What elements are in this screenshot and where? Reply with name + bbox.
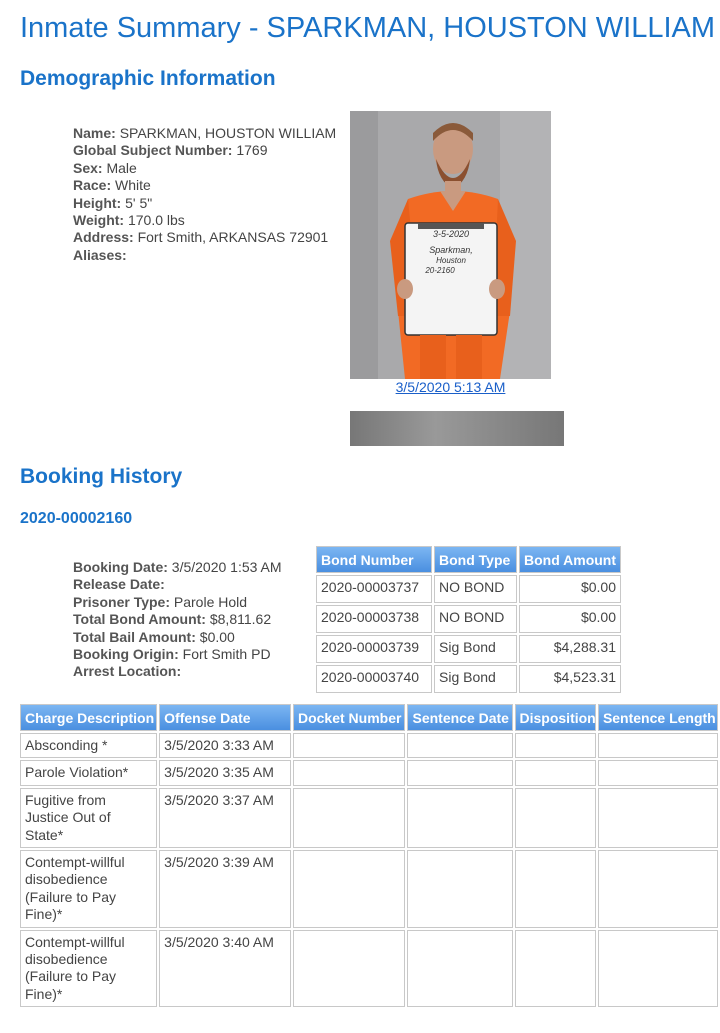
booking-history-heading: Booking History (20, 465, 183, 488)
demographic-field-label: Aliases: (73, 246, 127, 263)
page-title: Inmate Summary - SPARKMAN, HOUSTON WILLIAM (20, 12, 716, 44)
booking-field-label: Booking Date: (73, 559, 168, 575)
demographic-field-value: White (115, 177, 151, 194)
offense-date-cell: 3/5/2020 3:33 AM (159, 733, 291, 758)
charges-table (18, 702, 720, 1009)
demographic-field-label: Height: (73, 194, 122, 211)
demographic-field-row (73, 229, 336, 246)
board-number: 20-2160 (425, 266, 455, 275)
bond-number-cell: 2020-00003737 (316, 575, 432, 603)
bond-row (316, 635, 621, 663)
bond-type-cell: NO BOND (434, 605, 517, 633)
photo-date-link[interactable]: 3/5/2020 5:13 AM (395, 379, 506, 395)
docket-number-cell (293, 850, 406, 928)
bond-row (316, 575, 621, 603)
charge-row (20, 788, 718, 848)
demographic-info (73, 125, 336, 264)
bond-row (316, 605, 621, 633)
charge-description-cell: Fugitive from Justice Out of State* (20, 788, 157, 848)
booking-field-row (73, 646, 282, 663)
bond-number-header: Bond Number (316, 546, 432, 573)
sentence-date-cell (407, 930, 512, 1008)
sentence-length-cell (598, 930, 718, 1008)
demographic-field-value: Fort Smith, ARKANSAS 72901 (137, 229, 329, 246)
photo-thumbnail[interactable] (350, 411, 564, 446)
booking-field-value: 3/5/2020 1:53 AM (171, 559, 282, 575)
booking-field-value: $0.00 (199, 628, 235, 645)
docket-number-header: Docket Number (293, 704, 406, 731)
demographic-field-label: Weight: (73, 212, 125, 229)
board-first: Houston (436, 256, 466, 265)
demographic-field-row (73, 195, 336, 212)
bond-type-cell: NO BOND (434, 575, 517, 603)
booking-field-row (73, 576, 282, 593)
charge-description-cell: Contempt-willful disobedience (Failure to Pay Fine)* (20, 850, 157, 928)
sentence-date-cell (407, 788, 512, 848)
demographic-field-label: Sex: (73, 159, 103, 176)
booking-field-row (73, 663, 282, 680)
demographic-field-label: Address: (73, 229, 134, 246)
disposition-cell (515, 930, 596, 1008)
booking-field-row (73, 594, 282, 611)
sentence-date-cell (407, 760, 512, 785)
demographic-field-label: Global Subject Number: (73, 142, 233, 159)
demographic-field-value: 170.0 lbs (127, 212, 185, 229)
booking-field-value: Parole Hold (173, 593, 248, 610)
demographic-field-row (73, 212, 336, 229)
booking-field-label: Booking Origin: (73, 646, 179, 663)
bond-amount-cell: $4,288.31 (519, 635, 621, 663)
booking-field-value: Fort Smith PD (182, 646, 271, 663)
charge-description-cell: Contempt-willful disobedience (Failure to Pay Fine)* (20, 930, 157, 1008)
charge-row (20, 850, 718, 928)
board-date: 3-5-2020 (432, 229, 470, 239)
demographic-field-value: SPARKMAN, HOUSTON WILLIAM (119, 125, 337, 141)
bond-amount-cell: $0.00 (519, 605, 621, 633)
demographic-field-value: 1769 (236, 142, 268, 159)
bond-number-cell: 2020-00003738 (316, 605, 432, 633)
sentence-date-header: Sentence Date (407, 704, 512, 731)
booking-photo (350, 111, 551, 379)
demographic-field-value: Male (106, 159, 137, 176)
booking-field-label: Total Bail Amount: (73, 628, 196, 645)
bond-table (314, 544, 623, 695)
board-name: Sparkman, (429, 245, 473, 255)
disposition-cell (515, 850, 596, 928)
bond-number-cell: 2020-00003740 (316, 665, 432, 693)
sentence-length-cell (598, 760, 718, 785)
bond-number-cell: 2020-00003739 (316, 635, 432, 663)
bond-type-cell: Sig Bond (434, 665, 517, 693)
docket-number-cell (293, 788, 406, 848)
sentence-date-cell (407, 850, 512, 928)
disposition-header: Disposition (515, 704, 596, 731)
booking-field-label: Release Date: (73, 576, 165, 593)
charge-description-cell: Absconding * (20, 733, 157, 758)
docket-number-cell (293, 930, 406, 1008)
booking-number: 2020-00002160 (20, 510, 133, 527)
charge-description-header: Charge Description (20, 704, 157, 731)
docket-number-cell (293, 760, 406, 785)
demographic-heading: Demographic Information (20, 67, 276, 90)
demographic-field-row (73, 160, 336, 177)
bond-type-header: Bond Type (434, 546, 517, 573)
offense-date-cell: 3/5/2020 3:39 AM (159, 850, 291, 928)
demographic-field-label: Name: (73, 125, 116, 141)
booking-field-row (73, 629, 282, 646)
booking-field-row (73, 559, 282, 576)
charge-row (20, 930, 718, 1008)
booking-field-label: Total Bond Amount: (73, 611, 206, 628)
booking-field-label: Prisoner Type: (73, 593, 170, 610)
demographic-field-row (73, 177, 336, 194)
sentence-length-cell (598, 788, 718, 848)
demographic-field-label: Race: (73, 177, 112, 194)
disposition-cell (515, 788, 596, 848)
docket-number-cell (293, 733, 406, 758)
demographic-field-row (73, 125, 336, 142)
booking-field-label: Arrest Location: (73, 663, 182, 680)
booking-info (73, 559, 282, 681)
booking-field-value: $8,811.62 (209, 611, 272, 628)
bond-amount-cell: $0.00 (519, 575, 621, 603)
booking-field-row (73, 611, 282, 628)
sentence-date-cell (407, 733, 512, 758)
disposition-cell (515, 733, 596, 758)
sentence-length-cell (598, 850, 718, 928)
offense-date-cell: 3/5/2020 3:37 AM (159, 788, 291, 848)
charge-description-cell: Parole Violation* (20, 760, 157, 785)
offense-date-cell: 3/5/2020 3:35 AM (159, 760, 291, 785)
demographic-field-row (73, 142, 336, 159)
sentence-length-header: Sentence Length (598, 704, 718, 731)
offense-date-cell: 3/5/2020 3:40 AM (159, 930, 291, 1008)
bond-amount-header: Bond Amount (519, 546, 621, 573)
bond-row (316, 665, 621, 693)
demographic-field-value: 5' 5" (125, 194, 153, 211)
bond-amount-cell: $4,523.31 (519, 665, 621, 693)
disposition-cell (515, 760, 596, 785)
offense-date-header: Offense Date (159, 704, 291, 731)
demographic-field-row (73, 247, 336, 264)
charge-row (20, 760, 718, 785)
charge-row (20, 733, 718, 758)
sentence-length-cell (598, 733, 718, 758)
bond-type-cell: Sig Bond (434, 635, 517, 663)
